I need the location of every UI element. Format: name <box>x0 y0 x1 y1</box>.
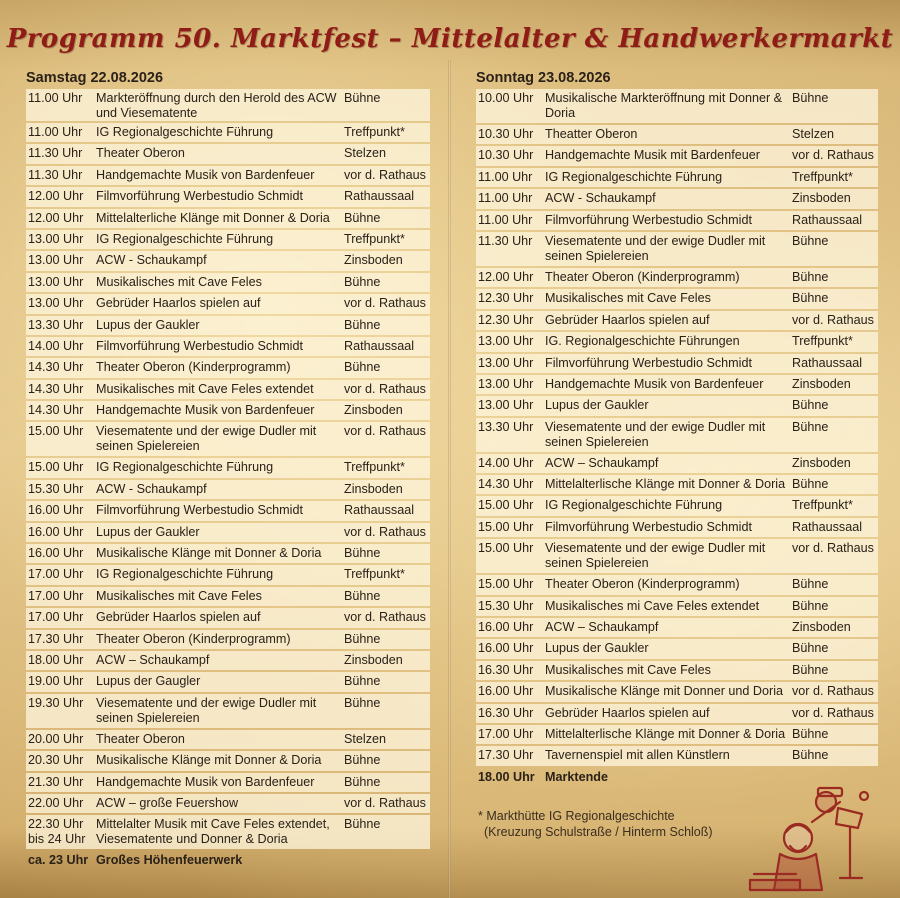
schedule-row-finale <box>26 850 430 871</box>
row-location: Bühne <box>344 695 381 710</box>
row-event: Musikalische Klänge mit Donner & Doria <box>96 546 322 561</box>
row-location: Treffpunkt* <box>792 334 853 349</box>
row-location: vor d. Rathaus <box>344 381 426 396</box>
row-event: Theatter Oberon <box>545 127 638 141</box>
row-event: Theater Oberon (Kinderprogramm) <box>545 577 740 592</box>
row-location: Zinsboden <box>344 403 403 418</box>
row-location: Zinsboden <box>792 376 851 391</box>
saturday-column <box>26 68 430 872</box>
row-event: Musikalische Markteröffnung mit Donner & Doria <box>545 91 783 120</box>
schedule-row <box>26 229 430 250</box>
row-location: Treffpunkt* <box>344 231 405 246</box>
schedule-row <box>476 310 878 331</box>
row-time: 14.30 Uhr <box>28 381 84 396</box>
schedule-row <box>476 288 878 309</box>
row-time: 15.30 Uhr <box>478 598 534 613</box>
row-time: 13.30 Uhr <box>28 317 84 332</box>
row-location: vor d. Rathaus <box>792 312 874 327</box>
row-event: ACW – Schaukampf <box>545 455 659 470</box>
sunday-column <box>476 68 878 788</box>
row-event: Filmvorführung Werbestudio Schmidt <box>545 212 752 227</box>
schedule-row <box>26 564 430 585</box>
row-time: 13.00 Uhr <box>478 376 534 391</box>
schedule-row <box>26 814 430 850</box>
row-time: 15.00 Uhr <box>478 577 534 592</box>
row-event: Großes Höhenfeuerwerk <box>96 853 243 868</box>
row-location: Rathaussaal <box>344 338 415 353</box>
row-location: Zinsboden <box>792 620 851 635</box>
row-time: 13.00 Uhr <box>28 296 84 311</box>
row-event: ACW – Schaukampf <box>96 652 210 667</box>
row-event: IG. Regionalgeschichte Führungen <box>545 334 740 349</box>
row-location: Zinsboden <box>344 652 403 667</box>
row-event: Viesematente und der ewige Dudler mit seinen Spielereien <box>545 233 766 263</box>
row-time: 15.30 Uhr <box>28 481 84 496</box>
row-time: 11.00 Uhr <box>478 191 533 206</box>
row-event: Gebrüder Haarlos spielen auf <box>96 610 261 625</box>
row-time: 15.00 Uhr <box>478 498 534 513</box>
row-event: Handgemachte Musik von Bardenfeuer <box>96 167 315 182</box>
row-location: vor d. Rathaus <box>344 424 426 439</box>
schedule-row <box>476 724 878 745</box>
row-time: 14.30 Uhr <box>478 477 534 492</box>
row-event: Handgemachte Musik von Bardenfeuer <box>96 403 315 418</box>
row-location: Bühne <box>792 91 829 105</box>
row-location: Bühne <box>344 674 381 689</box>
schedule-row <box>476 88 878 124</box>
row-location: Bühne <box>344 631 381 646</box>
schedule-row <box>26 457 430 478</box>
row-location: Rathaussaal <box>792 355 863 370</box>
row-event: Musikalisches mit Cave Feles <box>96 274 262 289</box>
row-event: Lupus der Gaukler <box>545 641 649 656</box>
row-location: Stelzen <box>344 146 387 161</box>
row-event: Gebrüder Haarlos spielen auf <box>545 312 710 327</box>
schedule-row <box>476 703 878 724</box>
row-event: Filmvorführung Werbestudio Schmidt <box>96 338 303 353</box>
schedule-row <box>26 272 430 293</box>
row-time: 14.30 Uhr <box>28 360 84 375</box>
schedule-row <box>476 374 878 395</box>
row-event: Viesematente und der ewige Dudler mit seinen Spielereien <box>545 541 766 571</box>
row-time: 18.00 Uhr <box>478 769 535 784</box>
schedule-row <box>26 479 430 500</box>
schedule-row <box>476 167 878 188</box>
row-time: 11.30 Uhr <box>28 167 83 182</box>
schedule-row <box>26 315 430 336</box>
row-event: Viesematente und der ewige Dudler mit seinen Spielereien <box>96 695 317 725</box>
row-location: Treffpunkt* <box>344 125 405 139</box>
schedule-row <box>26 607 430 628</box>
row-event: Gebrüder Haarlos spielen auf <box>96 296 261 311</box>
row-event: Musikalische Klänge mit Donner und Doria <box>545 684 783 699</box>
row-time: 17.00 Uhr <box>28 588 84 603</box>
schedule-row <box>476 353 878 374</box>
footnote-line-1: * Markthütte IG Regionalgeschichte <box>478 809 675 823</box>
row-event: Tavernenspiel mit allen Künstlern <box>545 748 730 763</box>
schedule-row <box>26 793 430 814</box>
row-event: Handgemachte Musik von Bardenfeuer <box>545 376 764 391</box>
row-event: Mittelalterliche Klänge mit Donner & Doria <box>96 210 330 225</box>
row-time: 16.30 Uhr <box>478 662 534 677</box>
schedule-row <box>26 750 430 771</box>
schedule-row <box>26 122 430 143</box>
row-location: Bühne <box>344 774 381 789</box>
schedule-row <box>26 186 430 207</box>
schedule-row <box>26 400 430 421</box>
row-event: Handgemachte Musik von Bardenfeuer <box>96 774 315 789</box>
row-location: Bühne <box>792 598 829 613</box>
row-location: vor d. Rathaus <box>792 541 874 556</box>
schedule-row <box>476 681 878 702</box>
row-time: 19.30 Uhr <box>28 695 84 710</box>
row-location: Treffpunkt* <box>344 460 405 475</box>
row-location: Treffpunkt* <box>792 169 853 184</box>
row-location: vor d. Rathaus <box>344 296 426 311</box>
row-event: ACW - Schaukampf <box>96 481 207 496</box>
row-time: 13.00 Uhr <box>478 355 534 370</box>
schedule-row <box>476 124 878 145</box>
row-event: Gebrüder Haarlos spielen auf <box>545 705 710 720</box>
row-event: Filmvorführung Werbestudio Schmidt <box>545 355 752 370</box>
row-location: vor d. Rathaus <box>792 148 874 163</box>
schedule-row <box>476 145 878 166</box>
row-time: 14.00 Uhr <box>478 455 534 470</box>
schedule-row <box>26 165 430 186</box>
row-time: 11.00 Uhr <box>28 125 83 139</box>
schedule-row <box>26 336 430 357</box>
row-time: 16.00 Uhr <box>478 620 534 635</box>
schedule-row <box>26 729 430 750</box>
row-event: Mittelalterlische Klänge mit Donner & Doria <box>545 477 786 492</box>
row-time: 13.00 Uhr <box>28 274 84 289</box>
schedule-row <box>26 143 430 164</box>
row-location: Bühne <box>792 662 829 677</box>
sunday-heading: Sonntag 23.08.2026 <box>476 70 611 86</box>
row-location: vor d. Rathaus <box>792 684 874 699</box>
schedule-row <box>26 357 430 378</box>
row-location: Bühne <box>344 210 381 225</box>
schedule-row <box>476 596 878 617</box>
row-time: 11.30 Uhr <box>28 146 83 161</box>
schedule-row <box>26 379 430 400</box>
row-time: 15.00 Uhr <box>478 519 534 534</box>
schedule-row <box>476 495 878 516</box>
row-time: 13.00 Uhr <box>478 334 534 349</box>
row-location: vor d. Rathaus <box>344 610 426 625</box>
schedule-row <box>26 772 430 793</box>
row-time: 10.30 Uhr <box>478 127 534 141</box>
row-time: 16.00 Uhr <box>478 684 534 699</box>
row-location: Treffpunkt* <box>344 567 405 582</box>
row-location: Bühne <box>344 817 381 832</box>
schedule-row <box>476 417 878 453</box>
row-time: 16.00 Uhr <box>478 641 534 656</box>
row-time: 14.00 Uhr <box>28 338 84 353</box>
row-time: 12.00 Uhr <box>478 269 534 284</box>
schedule-row <box>26 208 430 229</box>
schedule-row <box>26 293 430 314</box>
row-event: IG Regionalgeschichte Führung <box>545 498 723 513</box>
row-event: Viesematente und der ewige Dudler mit seinen Spielereien <box>545 419 766 449</box>
row-time: 16.00 Uhr <box>28 524 84 539</box>
footnote-line-2: (Kreuzung Schulstraße / Hinterm Schloß) <box>484 825 713 839</box>
schedule-row <box>476 638 878 659</box>
row-location: Zinsboden <box>792 191 851 206</box>
schedule-row <box>476 660 878 681</box>
row-time: 20.30 Uhr <box>28 753 84 768</box>
schedule-row <box>26 650 430 671</box>
row-time: 20.00 Uhr <box>28 731 84 746</box>
row-event: Lupus der Gaukler <box>96 524 200 539</box>
row-location: Treffpunkt* <box>792 498 853 513</box>
schedule-row <box>26 693 430 729</box>
row-event: Musikalisches mit Cave Feles extendet <box>96 381 314 396</box>
row-time: 13.00 Uhr <box>478 398 534 413</box>
center-fold <box>448 60 451 898</box>
row-location: vor d. Rathaus <box>344 524 426 539</box>
row-location: Stelzen <box>792 127 835 141</box>
row-time: 15.00 Uhr <box>478 541 534 556</box>
row-location: Zinsboden <box>344 481 403 496</box>
row-time: 22.00 Uhr <box>28 795 84 810</box>
row-event: Lupus der Gaugler <box>96 674 201 689</box>
row-time: 11.00 Uhr <box>28 91 83 105</box>
row-event: ACW – große Feuershow <box>96 795 239 810</box>
schedule-row <box>26 250 430 271</box>
schedule-row <box>476 517 878 538</box>
row-location: Bühne <box>792 748 829 763</box>
row-time: ca. 23 Uhr <box>28 853 89 868</box>
row-time: 12.30 Uhr <box>478 312 534 327</box>
row-location: Bühne <box>792 726 829 741</box>
row-location: Bühne <box>792 398 829 413</box>
row-event: IG Regionalgeschichte Führung <box>96 460 274 475</box>
row-time: 12.30 Uhr <box>478 291 534 306</box>
row-event: Musikalisches mi Cave Feles extendet <box>545 598 760 613</box>
row-location: Bühne <box>792 641 829 656</box>
page-title: Programm 50. Marktfest – Mittelalter & Handwerkermarkt <box>6 24 894 54</box>
row-location: Bühne <box>344 753 381 768</box>
row-location: Bühne <box>792 577 829 592</box>
row-time: 11.30 Uhr <box>478 233 533 248</box>
row-time: 21.30 Uhr <box>28 774 84 789</box>
row-time: 11.00 Uhr <box>478 212 533 227</box>
row-event: Mittelalter Musik mit Cave Feles extendet, Viesematente und Donner & Doria <box>96 817 330 847</box>
schedule-row <box>476 210 878 231</box>
row-event: Lupus der Gaukler <box>96 317 200 332</box>
row-event: Lupus der Gaukler <box>545 398 649 413</box>
row-location: Stelzen <box>344 731 387 746</box>
row-location: Bühne <box>344 274 381 289</box>
schedule-row <box>476 745 878 766</box>
row-time: 13.00 Uhr <box>28 231 84 246</box>
row-time: 17.00 Uhr <box>28 610 84 625</box>
row-time: 17.30 Uhr <box>28 631 84 646</box>
schedule-row <box>26 88 430 122</box>
schedule-row <box>26 522 430 543</box>
schedule-row <box>26 543 430 564</box>
row-location: Bühne <box>344 317 381 332</box>
schedule-row <box>26 500 430 521</box>
row-location: Zinsboden <box>792 455 851 470</box>
row-event: Filmvorführung Werbestudio Schmidt <box>545 519 752 534</box>
row-time: 10.00 Uhr <box>478 91 534 105</box>
row-time: 13.00 Uhr <box>28 253 84 268</box>
row-time: 16.00 Uhr <box>28 503 84 518</box>
row-event: IG Regionalgeschichte Führung <box>96 567 274 582</box>
saturday-heading: Samstag 22.08.2026 <box>26 70 164 86</box>
row-location: Rathaussaal <box>344 503 415 518</box>
schedule-row <box>476 331 878 352</box>
row-time: 17.00 Uhr <box>28 567 84 582</box>
row-event: ACW – Schaukampf <box>545 620 659 635</box>
row-time: 13.30 Uhr <box>478 419 534 434</box>
row-event: Theater Oberon (Kinderprogramm) <box>545 269 740 284</box>
row-location: Bühne <box>344 91 381 105</box>
row-location: Rathaussaal <box>792 519 863 534</box>
row-event: Handgemachte Musik mit Bardenfeuer <box>545 148 760 163</box>
row-location: Bühne <box>344 588 381 603</box>
row-time: 17.00 Uhr <box>478 726 534 741</box>
schedule-row <box>476 267 878 288</box>
row-location: Bühne <box>344 360 381 375</box>
row-location: vor d. Rathaus <box>344 795 426 810</box>
row-time: 10.30 Uhr <box>478 148 534 163</box>
row-event: Musikalisches mit Cave Feles <box>96 588 262 603</box>
row-location: Rathaussaal <box>344 189 415 204</box>
row-location: vor d. Rathaus <box>344 167 426 182</box>
row-location: Bühne <box>344 546 381 561</box>
row-event: IG Regionalgeschichte Führung <box>96 231 274 246</box>
row-location: Bühne <box>792 269 829 284</box>
schedule-row <box>476 617 878 638</box>
row-event: ACW - Schaukampf <box>96 253 207 268</box>
row-time: 19.00 Uhr <box>28 674 84 689</box>
row-event: Theater Oberon <box>96 146 185 161</box>
row-event: Theater Oberon (Kinderprogramm) <box>96 360 291 375</box>
row-event: Marktende <box>545 769 608 784</box>
row-event: IG Regionalgeschichte Führung <box>545 169 723 184</box>
row-time: 12.00 Uhr <box>28 189 84 204</box>
row-time: 22.30 Uhr bis 24 Uhr <box>28 817 86 847</box>
row-event: Theater Oberon (Kinderprogramm) <box>96 631 291 646</box>
row-location: Bühne <box>792 233 829 248</box>
row-location: Bühne <box>792 419 829 434</box>
schedule-row <box>476 395 878 416</box>
row-event: Markteröffnung durch den Herold des ACW und Viesematente <box>96 91 337 120</box>
row-event: Filmvorführung Werbestudio Schmidt <box>96 189 303 204</box>
row-event: Musikalische Klänge mit Donner & Doria <box>96 753 322 768</box>
schedule-row <box>26 671 430 692</box>
schedule-row <box>476 188 878 209</box>
row-time: 15.00 Uhr <box>28 460 84 475</box>
schedule-row <box>476 231 878 267</box>
craftsman-emblem-icon <box>740 782 880 898</box>
row-location: vor d. Rathaus <box>792 705 874 720</box>
row-time: 14.30 Uhr <box>28 403 84 418</box>
schedule-row <box>476 474 878 495</box>
schedule-row <box>26 421 430 457</box>
row-time: 15.00 Uhr <box>28 424 84 439</box>
row-time: 17.30 Uhr <box>478 748 534 763</box>
row-time: 12.00 Uhr <box>28 210 84 225</box>
row-time: 11.00 Uhr <box>478 169 533 184</box>
schedule-row <box>476 574 878 595</box>
row-location: Bühne <box>792 291 829 306</box>
schedule-row <box>476 453 878 474</box>
row-event: Viesematente und der ewige Dudler mit seinen Spielereien <box>96 424 317 454</box>
row-event: IG Regionalgeschichte Führung <box>96 125 274 139</box>
row-event: Musikalisches mit Cave Feles <box>545 291 711 306</box>
row-time: 18.00 Uhr <box>28 652 84 667</box>
row-event: Musikalisches mit Cave Feles <box>545 662 711 677</box>
row-location: Rathaussaal <box>792 212 863 227</box>
row-event: Filmvorführung Werbestudio Schmidt <box>96 503 303 518</box>
row-location: Zinsboden <box>344 253 403 268</box>
row-time: 16.30 Uhr <box>478 705 534 720</box>
row-time: 16.00 Uhr <box>28 546 84 561</box>
row-event: ACW - Schaukampf <box>545 191 656 206</box>
schedule-row <box>476 538 878 574</box>
row-event: Theater Oberon <box>96 731 185 746</box>
row-location: Bühne <box>792 477 829 492</box>
schedule-row <box>26 586 430 607</box>
schedule-row <box>26 629 430 650</box>
row-event: Mittelalterlische Klänge mit Donner & Doria <box>545 726 786 741</box>
